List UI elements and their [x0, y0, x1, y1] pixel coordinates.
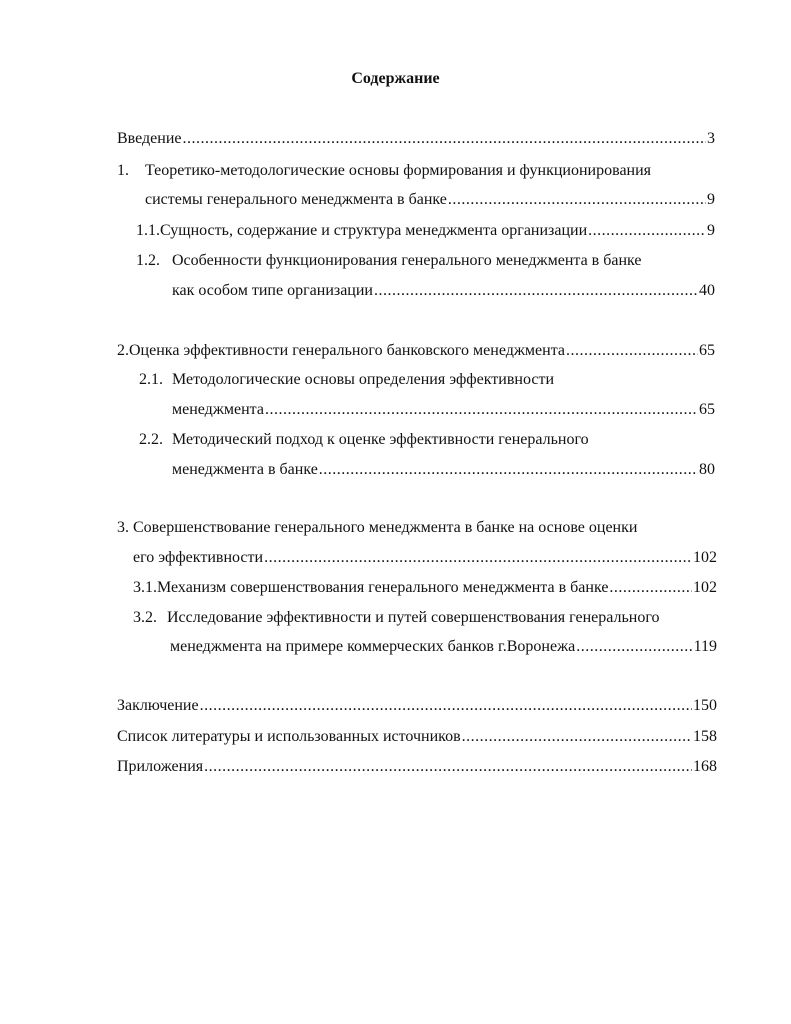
toc-entry-text: его эффективности [133, 549, 264, 566]
toc-entry-text: Методический подход к оценке эффективности генерального [172, 431, 589, 448]
toc-entry-text: Механизм совершенствования генерального менеджмента в банке [157, 579, 609, 596]
dot-leader [576, 637, 692, 657]
toc-entry-text: как особом типе организации [172, 282, 373, 299]
dot-leader [609, 578, 692, 598]
toc-entry-text: менеджмента в банке [172, 461, 318, 478]
dot-leader [374, 281, 698, 301]
toc-page-number: 80 [699, 461, 715, 478]
dot-leader [264, 548, 692, 568]
toc-entry-ch3 [117, 518, 637, 538]
toc-page-number: 158 [693, 728, 717, 745]
toc-entry-text: Оценка эффективности генерального банковского менеджмента [129, 342, 565, 359]
toc-entry-s3-1 [133, 578, 717, 598]
toc-entry-ch1-cont [145, 190, 715, 210]
toc-entry-text: Список литературы и использованных источников [117, 728, 461, 745]
toc-entry-intro [117, 129, 715, 149]
toc-entry-number: 1. [117, 162, 129, 179]
toc-page-number: 168 [693, 758, 717, 775]
toc-entry-text: Приложения [117, 758, 204, 775]
toc-page-number: 102 [693, 549, 717, 566]
toc-entry-ch3-cont [133, 548, 717, 568]
dot-leader [183, 129, 707, 149]
toc-entry-number: 1.2. [136, 252, 160, 269]
toc-page-number: 9 [707, 191, 715, 208]
dot-leader [462, 727, 692, 747]
toc-entry-text: системы генерального менеджмента в банке [145, 191, 447, 208]
toc-page-number: 102 [693, 579, 717, 596]
toc-entry-ch2 [117, 341, 715, 361]
toc-entry-number: 2.1. [139, 371, 163, 388]
toc-entry-s1-2 [136, 251, 642, 271]
dot-leader [265, 400, 698, 420]
toc-entry-text: Заключение [117, 697, 199, 714]
toc-entry-text: Теоретико-методологические основы формирования и функционирования [145, 162, 652, 179]
dot-leader [204, 757, 692, 777]
toc-entry-appendix [117, 757, 717, 777]
toc-entry-s2-2-cont [172, 460, 715, 480]
toc-page-number: 3 [707, 130, 715, 147]
toc-entry-number: 2.2. [139, 431, 163, 448]
toc-page-number: 9 [707, 222, 715, 239]
toc-entry-s2-1 [139, 370, 554, 390]
toc-page-number: 119 [693, 638, 717, 655]
toc-entry-text: Введение [117, 130, 182, 147]
toc-entry-text: Совершенствование генерального менеджмента в банке на основе оценки [133, 519, 638, 536]
toc-entry-text: Особенности функционирования генерального менеджмента в банке [172, 252, 642, 269]
toc-entry-text: менеджмента [172, 401, 264, 418]
dot-leader [319, 460, 698, 480]
dot-leader [448, 190, 706, 210]
toc-entry-s2-1-cont [172, 400, 715, 420]
toc-entry-text: Методологические основы определения эффективности [172, 371, 554, 388]
toc-entry-number: 2. [117, 342, 129, 359]
toc-entry-number: 1.1. [136, 222, 160, 239]
toc-entry-number: 3.1. [133, 579, 157, 596]
toc-entry-s3-2-cont [170, 637, 717, 657]
page-title: Содержание [351, 70, 440, 87]
toc-entry-ch1 [117, 161, 651, 181]
toc-page-number: 150 [693, 697, 717, 714]
toc-entry-text: менеджмента на примере коммерческих банков г.Воронежа [170, 638, 576, 655]
dot-leader [200, 696, 692, 716]
toc-entry-number: 3.2. [133, 609, 157, 626]
toc-entry-number: 3. [117, 519, 129, 536]
toc-entry-conclusion [117, 696, 717, 716]
toc-page-number: 65 [699, 401, 715, 418]
toc-entry-s3-2 [133, 608, 660, 628]
toc-entry-s2-2 [139, 430, 589, 450]
toc-entry-text: Сущность, содержание и структура менеджмента организации [160, 222, 588, 239]
dot-leader [588, 221, 706, 241]
toc-page-number: 40 [699, 282, 715, 299]
toc-entry-references [117, 727, 717, 747]
toc-entry-s1-2-cont [172, 281, 715, 301]
toc-entry-s1-1 [136, 221, 715, 241]
dot-leader [566, 341, 698, 361]
toc-entry-text: Исследование эффективности и путей совершенствования генерального [167, 609, 660, 626]
toc-page-number: 65 [699, 342, 715, 359]
